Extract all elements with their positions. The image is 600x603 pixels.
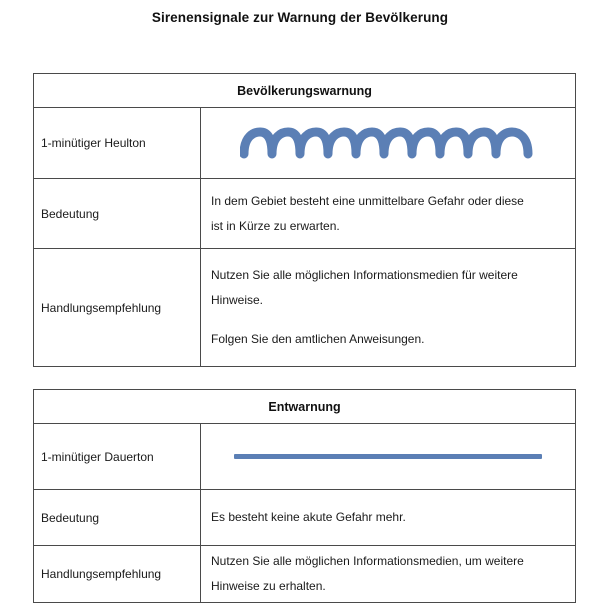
table-row	[34, 490, 575, 546]
row-label-handlungsempfehlung: Handlungsempfehlung	[34, 546, 201, 602]
row-label-bedeutung: Bedeutung	[34, 490, 201, 545]
table-bevoelkerungswarnung	[33, 73, 576, 367]
body-text-line: Nutzen Sie alle möglichen Informationsmedien für weitere	[211, 268, 518, 282]
body-text-line: Folgen Sie den amtlichen Anweisungen.	[211, 332, 425, 346]
body-text-line: Es besteht keine akute Gefahr mehr.	[211, 510, 406, 524]
table-row	[34, 179, 575, 249]
table-row	[34, 108, 575, 179]
table-row	[34, 546, 575, 602]
table-header-entwarnung: Entwarnung	[34, 390, 575, 424]
row-value-bedeutung	[201, 179, 575, 248]
body-text-line: Hinweise.	[211, 293, 264, 307]
row-value-heulton-graphic	[201, 108, 575, 178]
table-header-bevoelkerungswarnung: Bevölkerungswarnung	[34, 74, 575, 108]
row-label-dauerton: 1-minütiger Dauerton	[34, 424, 201, 489]
body-text-line: In dem Gebiet besteht eine unmittelbare Gefahr oder diese	[211, 193, 524, 208]
wavy-siren-signal-icon	[240, 126, 536, 160]
table-row	[34, 424, 575, 490]
row-label-bedeutung: Bedeutung	[34, 179, 201, 248]
row-label-handlungsempfehlung: Handlungsempfehlung	[34, 249, 201, 366]
body-text-line: Nutzen Sie alle möglichen Informationsmedien, um weitere	[211, 554, 524, 568]
row-value-handlungsempfehlung	[201, 249, 575, 366]
body-text-line: ist in Kürze zu erwarten.	[211, 218, 340, 233]
page-title: Sirenensignale zur Warnung der Bevölkerung	[151, 10, 449, 25]
continuous-tone-graphic	[201, 424, 575, 489]
continuous-tone-signal-icon	[234, 454, 542, 459]
table-row	[34, 249, 575, 366]
row-value-handlungsempfehlung	[201, 546, 575, 602]
siren-wave-graphic	[201, 108, 575, 178]
row-value-dauerton-graphic	[201, 424, 575, 489]
body-text-line: Hinweise zu erhalten.	[211, 579, 326, 593]
table-entwarnung	[33, 389, 576, 603]
row-value-bedeutung	[201, 490, 575, 545]
row-label-heulton: 1-minütiger Heulton	[34, 108, 201, 178]
